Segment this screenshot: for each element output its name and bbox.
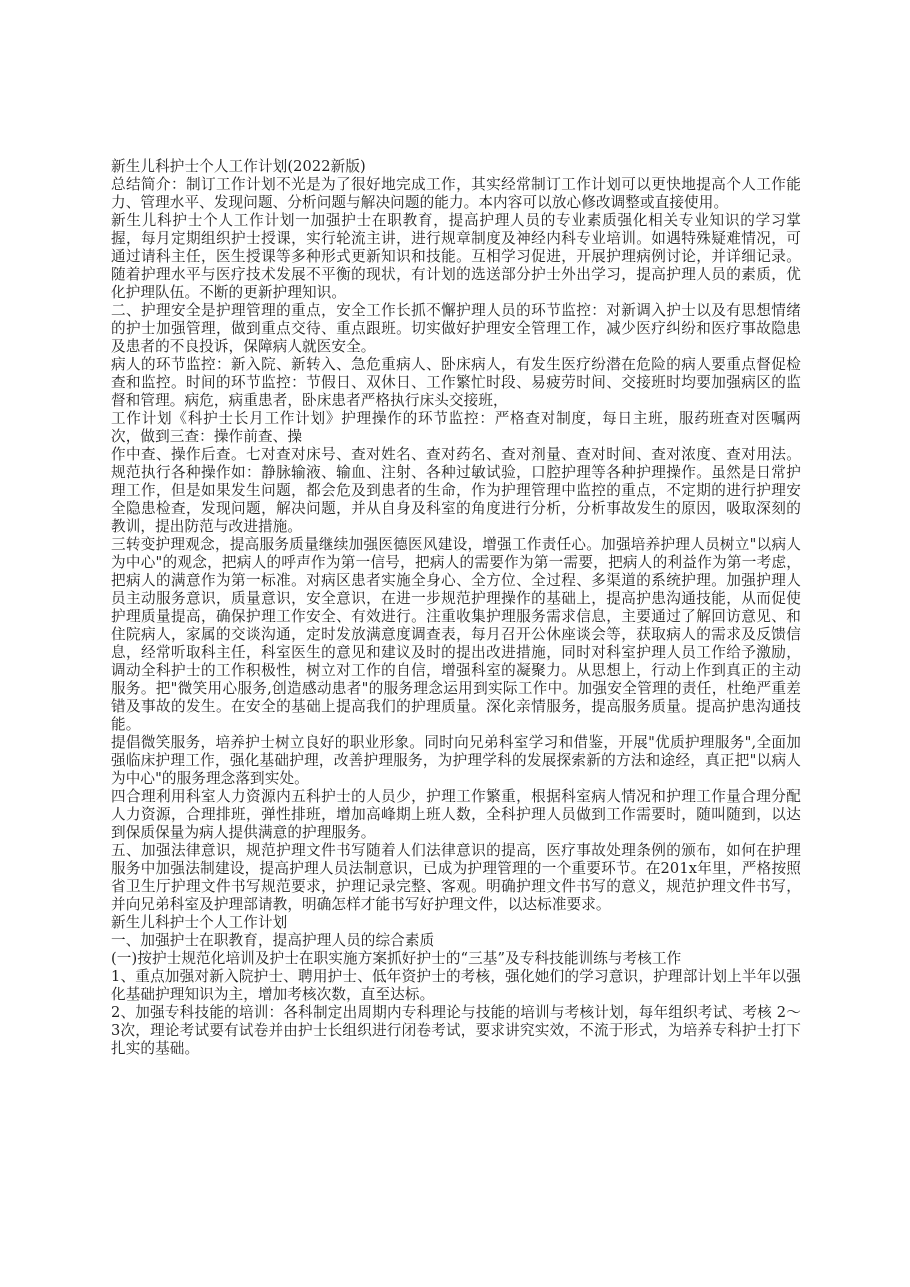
document-title: 新生儿科护士个人工作计划(2022新版) [111, 158, 366, 175]
paragraph: 五、加强法律意识，规范护理文件书写随着人们法律意识的提高，医疗事故处理条例的颁布，如何在护理服务中加强法制建设，提高护理人员法制意识，已成为护理管理的一个重要环节。在201x年里，严格按照省卫生厅护理文件书写规范要求，护理记录完整、客观。明确护理文件书写的意义，规范护理文件书写，并向兄弟科室及护理部请教，明确怎样才能书写好护理文件，以达标准要求。 [111, 842, 801, 913]
paragraph: 病人的环节监控：新入院、新转入、急危重病人、卧床病人，有发生医疗纷潜在危险的病人要重点督促检查和监控。时间的环节监控：节假日、双休日、工作繁忙时段、易疲劳时间、交接班时均要加强病区的监督和管理。病危，病重患者，卧床患者严格执行床头交接班， [111, 356, 801, 409]
subsection-heading: (一)按护士规范化培训及护士在职实施方案抓好护士的“三基”及专科技能训练与考核工作 [111, 950, 682, 967]
document-body [111, 158, 801, 1058]
paragraph: 二、护理安全是护理管理的重点，安全工作长抓不懈护理人员的环节监控：对新调入护士以及有思想情绪的护士加强管理，做到重点交待、重点跟班。切实做好护理安全管理工作，减少医疗纠纷和医疗事故隐患及患者的不良投诉，保障病人就医安全。 [111, 302, 801, 355]
paragraph: 工作计划《科护士长月工作计划》护理操作的环节监控：严格查对制度，每日主班，服药班查对医嘱两次，做到三查：操作前查、操 [111, 410, 801, 445]
paragraph: 作中查、操作后查。七对查对床号、查对姓名、查对药名、查对剂量、查对时间、查对浓度、查对用法。规范执行各种操作如：静脉输液、输血、注射、各种过敏试验，口腔护理等各种护理操作。虽然是日常护理工作，但是如果发生问题，都会危及到患者的生命，作为护理管理中监控的重点，不定期的进行护理安全隐患检查，发现问题，解决问题，并从自身及科室的角度进行分析，分析事故发生的原因，吸取深刻的教训，提出防范与改进措施。 [111, 446, 801, 535]
list-item: 1、重点加强对新入院护士、聘用护士、低年资护士的考核，强化她们的学习意识，护理部计划上半年以强化基础护理知识为主，增加考核次数，直至达标。 [111, 968, 801, 1003]
paragraph: 提倡微笑服务，培养护士树立良好的职业形象。同时向兄弟科室学习和借鉴，开展"优质护理服务",全面加强临床护理工作，强化基础护理，改善护理服务，为护理学科的发展探索新的方法和途经，真正把"以病人为中心"的服务理念落到实处。 [111, 734, 801, 787]
paragraph: 总结简介：制订工作计划不光是为了很好地完成工作，其实经常制订工作计划可以更快地提高个人工作能力、管理水平、发现问题、分析问题与解决问题的能力。本内容可以放心修改调整或直接使用。 [111, 176, 801, 211]
section-heading: 一、加强护士在职教育，提高护理人员的综合素质 [111, 932, 435, 949]
section-title: 新生儿科护士个人工作计划 [111, 914, 288, 931]
paragraph: 三转变护理观念，提高服务质量继续加强医德医风建设，增强工作责任心。加强培养护理人员树立"以病人为中心"的观念，把病人的呼声作为第一信号，把病人的需要作为第一需要，把病人的利益作为第一考虑，把病人的满意作为第一标准。对病区患者实施全身心、全方位、全过程、多渠道的系统护理。加强护理人员主动服务意识，质量意识，安全意识，在进一步规范护理操作的基础上，提高护患沟通技能，从而促使护理质量提高，确保护理工作安全、有效进行。注重收集护理服务需求信息，主要通过了解回访意见、和住院病人，家属的交谈沟通，定时发放满意度调查表，每月召开公休座谈会等，获取病人的需求及反馈信息，经常听取科主任，科室医生的意见和建议及时的提出改进措施，同时对科室护理人员工作给予激励，调动全科护士的工作积极性，树立对工作的自信，增强科室的凝聚力。从思想上，行动上作到真正的主动服务。把"微笑用心服务,创造感动患者"的服务理念运用到实际工作中。加强安全管理的责任，杜绝严重差错及事故的发生。在安全的基础上提高我们的护理质量。深化亲情服务，提高服务质量。提高护患沟通技能。 [111, 536, 801, 733]
list-item: 2、加强专科技能的培训：各科制定出周期内专科理论与技能的培训与考核计划，每年组织考试、考核 2～3次，理论考试要有试卷并由护士长组织进行闭卷考试，要求讲究实效，不流于形式，为培养专科护士打下扎实的基础。 [111, 1004, 801, 1057]
paragraph: 四合理利用科室人力资源内五科护士的人员少，护理工作繁重，根据科室病人情况和护理工作量合理分配人力资源，合理排班，弹性排班，增加高峰期上班人数，全科护理人员做到工作需要时，随叫随到，以达到保质保量为病人提供满意的护理服务。 [111, 788, 801, 841]
paragraph: 新生儿科护士个人工作计划一加强护士在职教育，提高护理人员的专业素质强化相关专业知识的学习掌握，每月定期组织护士授课，实行轮流主讲，进行规章制度及神经内科专业培训。如遇特殊疑难情况，可通过请科主任，医生授课等多种形式更新知识和技能。互相学习促进，开展护理病例讨论，并详细记录。随着护理水平与医疗技术发展不平衡的现状，有计划的选送部分护士外出学习，提高护理人员的素质，优化护理队伍。不断的更新护理知识。 [111, 212, 801, 301]
